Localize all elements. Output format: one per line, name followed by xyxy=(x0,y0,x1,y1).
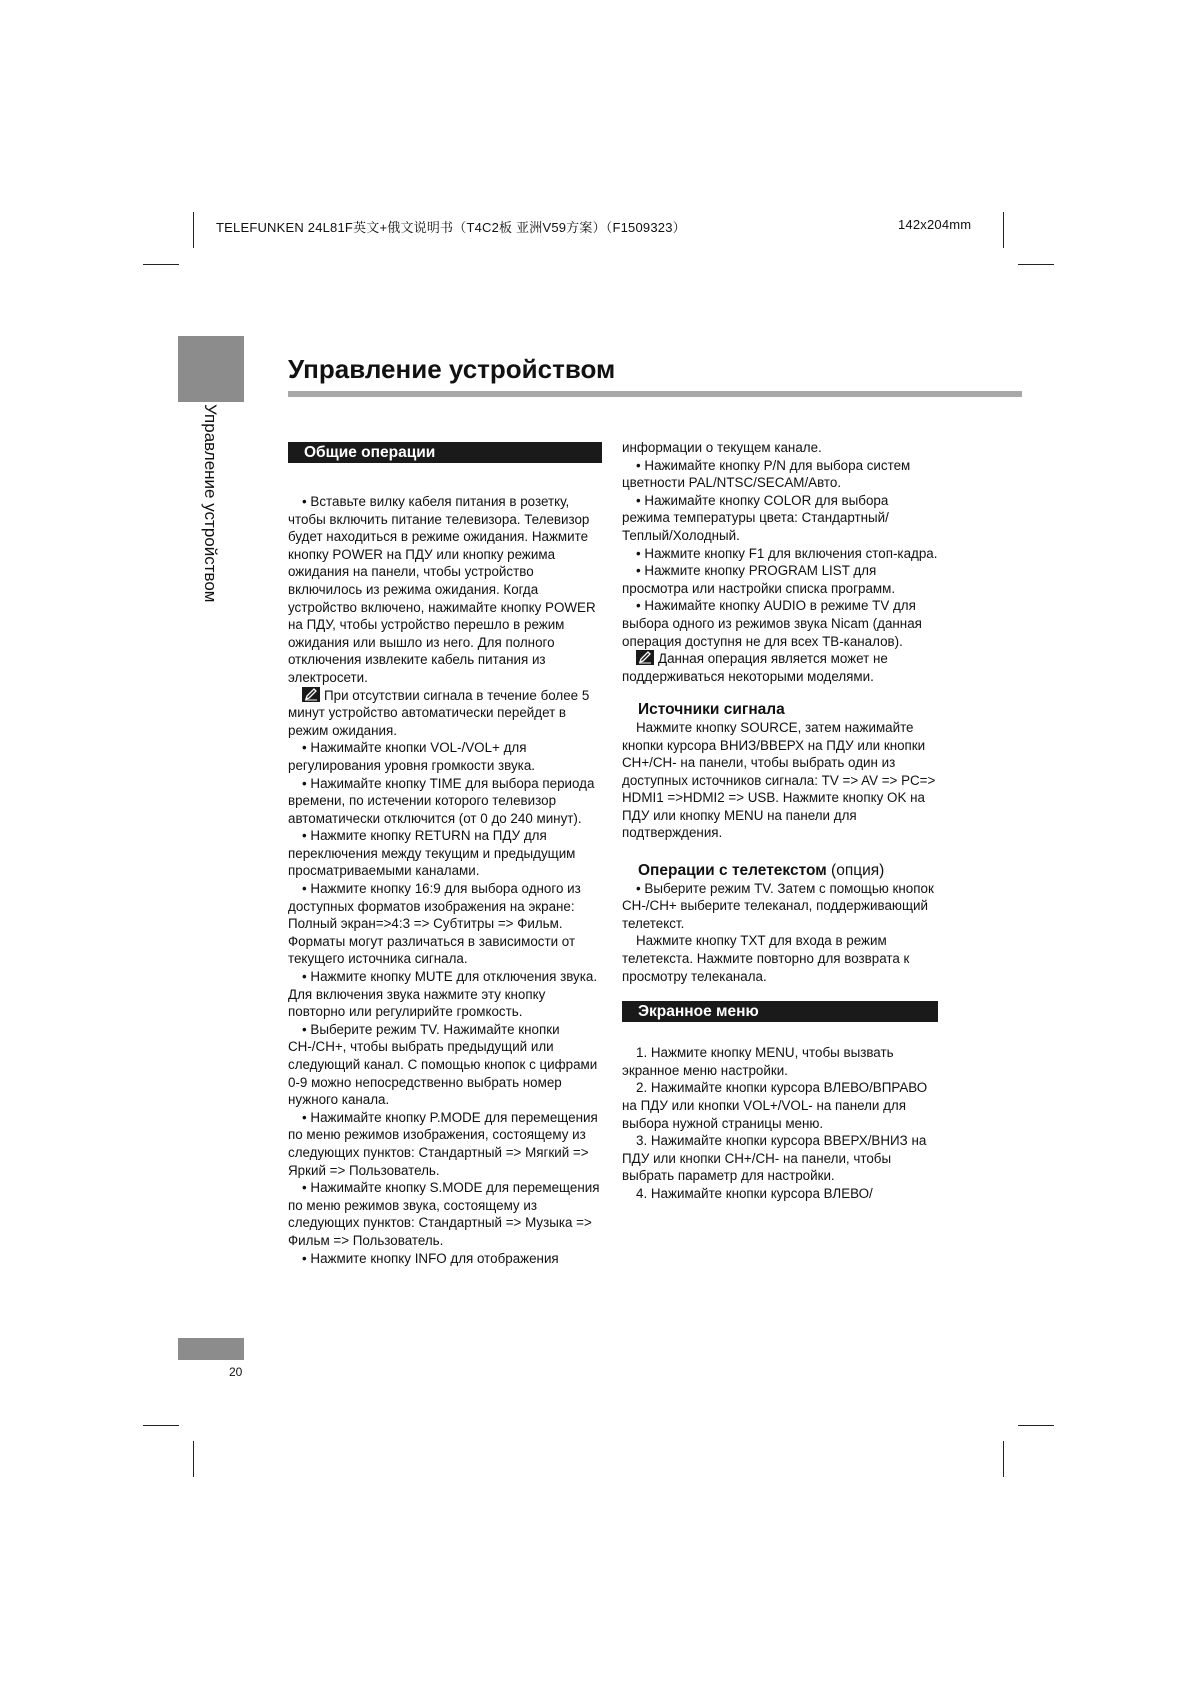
paragraph: • Нажмите кнопку 16:9 для выбора одного из доступных форматов изображения на экране: Полный экран=>4:3 => Субтитры => Фильм. Форматы могут различаться в зависимости от текущего источника сигнала. xyxy=(288,881,581,967)
paragraph: • Нажимайте кнопку S.MODE для перемещения по меню режимов звука, состоящему из следующих пунктов: Стандартный => Музыка => Фильм => Пользователь. xyxy=(288,1180,600,1248)
crop-mark-bottom-left xyxy=(193,1441,194,1477)
side-tab-label: Управление устройством xyxy=(201,404,220,603)
note-pencil-icon xyxy=(302,687,320,702)
paragraph: • Нажмите кнопку F1 для включения стоп-кадра. xyxy=(636,545,938,561)
page-number: 20 xyxy=(229,1365,243,1379)
note-paragraph xyxy=(288,687,602,740)
paragraph: • Вставьте вилку кабеля питания в розетку, чтобы включить питание телевизора. Телевизор будет находиться в режиме ожидания. Нажмите кнопку POWER на ПДУ или кнопку режима ожидания на панели, чтобы устройство включилось из режима ожидания. Когда устройство включено, нажимайте кнопку POWER на ПДУ, чтобы устройство перешло в режим ожидания или вышло из него. Для полного отключения извлеките кабель питания из электросети. xyxy=(288,494,596,685)
crop-mark-top-left xyxy=(193,212,194,248)
note-text: Данная операция является может не поддерживаться некоторыми моделями. xyxy=(622,651,888,684)
paragraph: • Нажимайте кнопку COLOR для выбора режима температуры цвета: Стандартный/Теплый/Холодный. xyxy=(622,492,889,543)
crop-mark-bottom-right-h xyxy=(1018,1425,1054,1426)
note-pencil-icon xyxy=(636,650,654,665)
note-paragraph xyxy=(622,650,938,685)
list-item: 4. Нажимайте кнопки курсора ВЛЕВО/ xyxy=(636,1185,873,1201)
paragraph: • Выберите режим TV. Затем с помощью кнопок CH-/CH+ выберите телеканал, поддерживающий телетекст. xyxy=(622,880,934,931)
right-column xyxy=(622,439,938,1203)
list-item: 1. Нажмите кнопку MENU, чтобы вызвать экранное меню настройки. xyxy=(622,1045,894,1078)
section-heading-teletext xyxy=(622,862,938,880)
print-header-right: 142x204mm xyxy=(898,217,972,232)
section-heading-sources: Источники сигнала xyxy=(638,701,785,719)
page-number-block xyxy=(178,1338,244,1360)
paragraph: • Выберите режим TV. Нажимайте кнопки CH-/CH+, чтобы выбрать предыдущий или следующий канал. С помощью кнопок с цифрами 0-9 можно непосредственно выбрать номер нужного канала. xyxy=(288,1021,598,1108)
crop-mark-top-right-h xyxy=(1018,264,1054,265)
left-column xyxy=(288,442,602,1267)
paragraph: • Нажимайте кнопку AUDIO в режиме TV для выбора одного из режимов звука Nicam (данная операция доступня не для всех ТВ-каналов). xyxy=(622,598,922,649)
note-text: При отсутствии сигнала в течение более 5 минут устройство автоматически перейдет в режим ожидания. xyxy=(288,687,590,738)
paragraph: • Нажмите кнопку RETURN на ПДУ для переключения между текущим и предыдущим просматриваемыми каналами. xyxy=(288,828,576,879)
crop-mark-top-left-h xyxy=(143,264,179,265)
paragraph: • Нажимайте кнопку P.MODE для перемещения по меню режимов изображения, состоящему из следующих пунктов: Стандартный => Мягкий => Яркий => Пользователь. xyxy=(288,1109,598,1178)
section-heading-general: Общие операции xyxy=(288,442,602,463)
paragraph: • Нажимайте кнопку TIME для выбора периода времени, по истечении которого телевизор автоматически отключится (от 0 до 240 минут). xyxy=(288,775,595,826)
paragraph: • Нажмите кнопку INFO для отображения xyxy=(302,1250,559,1266)
section-heading-osd: Экранное меню xyxy=(622,1001,938,1022)
paragraph: • Нажимайте кнопку P/N для выбора систем цветности PAL/NTSC/SECAM/Авто. xyxy=(622,457,911,491)
crop-mark-bottom-left-h xyxy=(143,1425,179,1426)
paragraph: Нажмите кнопку SOURCE, затем нажимайте кнопки курсора ВНИЗ/ВВЕРХ на ПДУ или кнопки CH+/CH- на панели, чтобы выбрать один из доступных источников сигнала: TV => AV => PC=> HDMI1 =>HDMI2 => USB. Нажмите кнопку OK на ПДУ или кнопку MENU на панели для подтверждения. xyxy=(622,719,936,841)
print-header-left: TELEFUNKEN 24L81F英文+俄文说明书（T4C2板 亚洲V59方案）（F1509323） xyxy=(216,220,686,235)
page-title: Управление устройством xyxy=(288,354,616,384)
crop-mark-bottom-right xyxy=(1003,1441,1004,1477)
title-rule xyxy=(288,391,1022,397)
teletext-heading-text: Операции с телетекстом xyxy=(638,862,827,880)
paragraph: информации о текущем канале. xyxy=(622,440,822,455)
list-item: 2. Нажимайте кнопки курсора ВЛЕВО/ВПРАВО на ПДУ или кнопки VOL+/VOL- на панели для выбора нужной страницы меню. xyxy=(622,1080,928,1131)
side-tab-block xyxy=(178,336,244,402)
paragraph: • Нажимайте кнопки VOL-/VOL+ для регулирования уровня громкости звука. xyxy=(288,740,535,773)
paragraph: • Нажмите кнопку MUTE для отключения звука. Для включения звука нажмите эту кнопку повторно или регулирийте громкость. xyxy=(288,969,598,1020)
teletext-heading-suffix: (опция) xyxy=(831,862,885,880)
paragraph: • Нажмите кнопку PROGRAM LIST для просмотра или настройки списка программ. xyxy=(622,563,896,596)
crop-mark-top-right xyxy=(1003,212,1004,248)
paragraph: Нажмите кнопку TXT для входа в режим телетекста. Нажмите повторно для возврата к просмотру телеканала. xyxy=(622,933,910,984)
list-item: 3. Нажимайте кнопки курсора ВВЕРХ/ВНИЗ на ПДУ или кнопки CH+/CH- на панели, чтобы выбрать параметр для настройки. xyxy=(622,1133,927,1184)
